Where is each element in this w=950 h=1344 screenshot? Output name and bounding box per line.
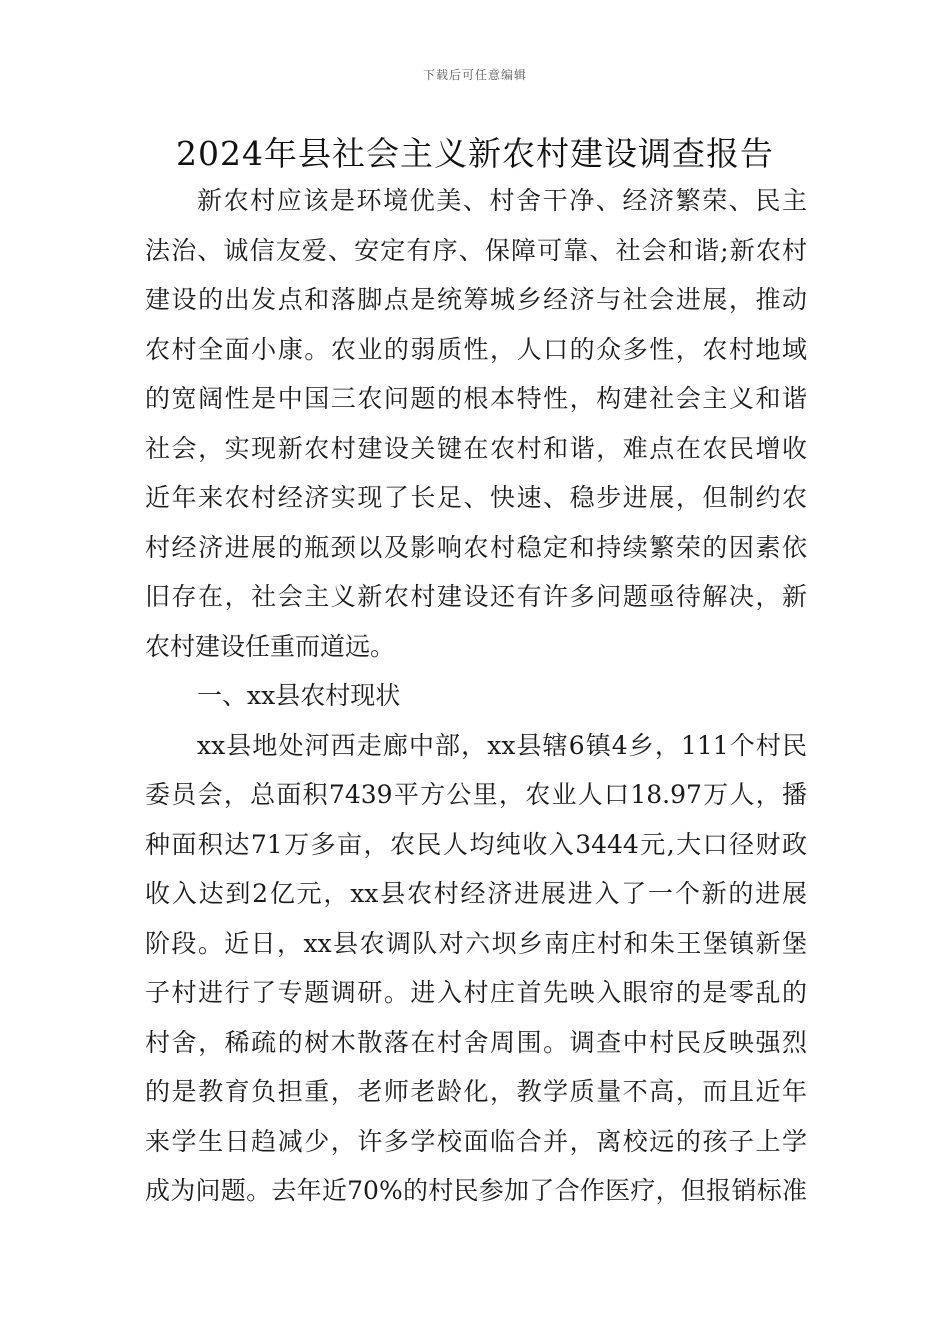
text-line: 旧存在，社会主义新农村建设还有许多问题亟待解决，新 — [145, 582, 807, 611]
text-line: 农村建设任重而道远。 — [145, 631, 396, 661]
document-title: 2024年县社会主义新农村建设调查报告 — [176, 134, 774, 173]
text-line: 种面积达71万多亩，农民人均纯收入3444元,大口径财政 — [145, 829, 807, 859]
text-line: 子村进行了专题调研。进入村庄首先映入眼帘的是零乱的 — [145, 978, 807, 1007]
text-line: 的宽阔性是中国三农问题的根本特性，构建社会主义和谐 — [145, 384, 807, 413]
section-heading: 一、xx县农村现状 — [197, 681, 401, 710]
text-line: 收入达到2亿元，xx县农村经济进展进入了一个新的进展 — [145, 879, 807, 908]
document-body — [145, 176, 807, 1216]
text-line: 成为问题。去年近70%的村民参加了合作医疗，但报销标准 — [145, 1176, 807, 1205]
text-line: 村经济进展的瓶颈以及影响农村稳定和持续繁荣的因素依 — [145, 532, 807, 562]
text-line: 近年来农村经济实现了长足、快速、稳步进展，但制约农 — [145, 483, 807, 512]
text-line: 建设的出发点和落脚点是统筹城乡经济与社会进展，推动 — [145, 285, 807, 314]
text-line: xx县地处河西走廊中部，xx县辖6镇4乡，111个村民 — [197, 730, 807, 760]
text-line: 委员会，总面积7439平方公里，农业人口18.97万人，播 — [145, 780, 807, 809]
text-line: 新农村应该是环境优美、村舍干净、经济繁荣、民主 — [197, 186, 807, 215]
text-line: 来学生日趋减少，许多学校面临合并，离校远的孩子上学 — [145, 1126, 807, 1156]
text-line: 法治、诚信友爱、安定有序、保障可靠、社会和谐;新农村 — [145, 235, 807, 265]
text-line: 的是教育负担重，老师老龄化，教学质量不高，而且近年 — [145, 1077, 807, 1106]
header-note: 下载后可任意编辑 — [422, 68, 527, 82]
text-line: 阶段。近日，xx县农调队对六坝乡南庄村和朱王堡镇新堡 — [145, 928, 807, 958]
text-line: 社会，实现新农村建设关键在农村和谐，难点在农民增收 — [145, 433, 807, 463]
text-line: 村舍，稀疏的树木散落在村舍周围。调查中村民反映强烈 — [145, 1027, 807, 1057]
text-line: 农村全面小康。农业的弱质性，人口的众多性，农村地域 — [145, 334, 807, 364]
